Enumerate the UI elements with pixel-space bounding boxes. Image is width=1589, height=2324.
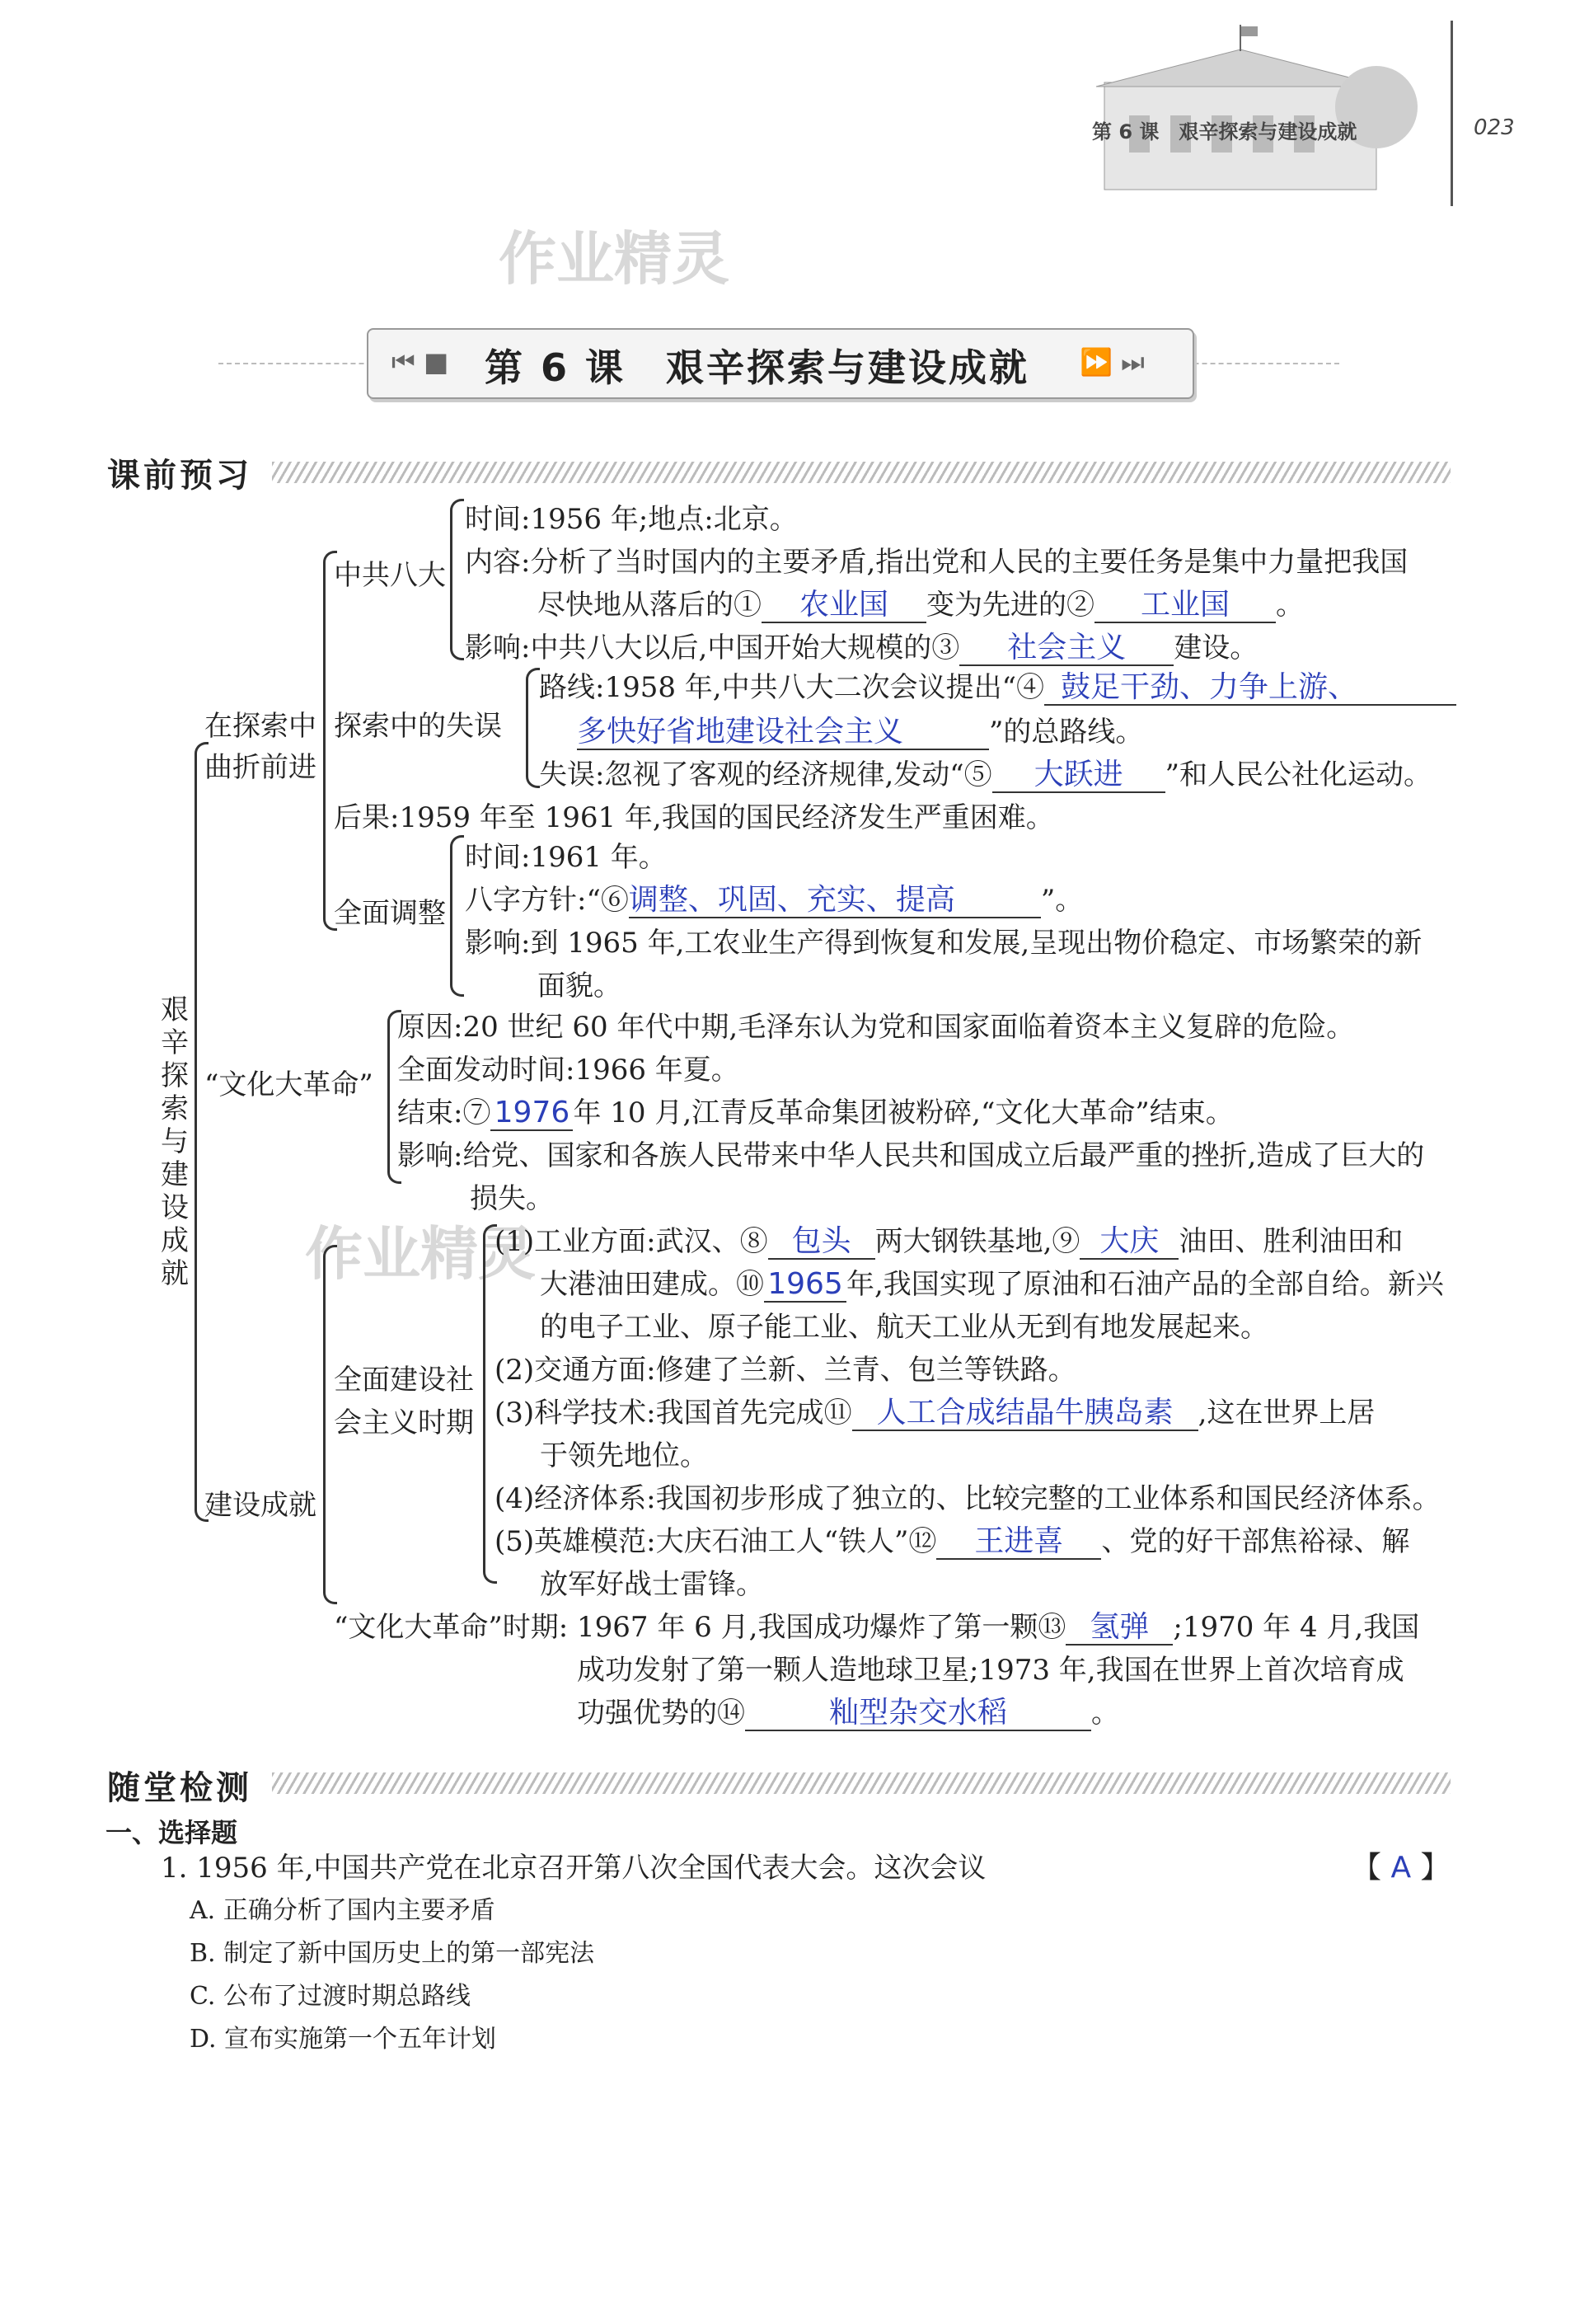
choice-section-label: 一、选择题 xyxy=(105,1817,238,1848)
cr-impact-2: 损失。 xyxy=(470,1182,554,1215)
branch-ccp8: 中共八大 xyxy=(334,559,446,592)
adjust-time: 时间:1961 年。 xyxy=(465,841,667,874)
check-section-title: 随堂检测 xyxy=(107,1769,252,1807)
preview-hatch xyxy=(272,462,1451,483)
industry-line-3: 的电子工业、原子能工业、航天工业从无到有地发展起来。 xyxy=(540,1311,1268,1344)
root-label: 艰辛探索与建设成就 xyxy=(161,993,189,1290)
ccp8-content-2: 尽快地从落后的① 农业国 变为先进的② 工业国 。 xyxy=(537,588,1304,622)
branch-b1: 在探索中曲折前进 xyxy=(204,710,316,784)
answer-4b[interactable]: 多快好省地建设社会主义 xyxy=(577,716,989,750)
header-building-image xyxy=(1088,25,1418,198)
branch-adjust: 全面调整 xyxy=(334,897,446,930)
ccp8-time: 时间:1956 年;地点:北京。 xyxy=(465,503,798,536)
traffic-line: (2)交通方面:修建了兰新、兰青、包兰等铁路。 xyxy=(495,1354,1076,1387)
answer-9[interactable]: 大庆 xyxy=(1080,1225,1179,1260)
route-line: 路线:1958 年,中共八大二次会议提出“④ 鼓足干劲、力争上游、 xyxy=(539,666,1456,709)
answer-5[interactable]: 大跃进 xyxy=(992,758,1165,793)
cr-start: 全面发动时间:1966 年夏。 xyxy=(397,1054,739,1087)
question-1: 1. 1956 年,中国共产党在北京召开第八次全国代表大会。这次会议 xyxy=(161,1852,987,1885)
answer-13[interactable]: 氢弹 xyxy=(1066,1611,1173,1646)
option-b[interactable]: B. 制定了新中国历史上的第一部宪法 xyxy=(190,1939,595,1968)
cr-period-line-2: 成功发射了第一颗人造地球卫星;1973 年,我国在世界上首次培育成 xyxy=(577,1654,1404,1687)
question-1-answer: A xyxy=(1390,1851,1412,1885)
result-line: 后果:1959 年至 1961 年,我国的国民经济发生严重困难。 xyxy=(334,801,1054,834)
branch-b3: 建设成就 xyxy=(204,1489,316,1522)
option-c[interactable]: C. 公布了过渡时期总路线 xyxy=(190,1982,471,2011)
answer-4a[interactable]: 鼓足干劲、力争上游、 xyxy=(1044,671,1456,706)
hero-line: (5)英雄模范:大庆石油工人“铁人”⑫ 王进喜 、党的好干部焦裕禄、解 xyxy=(495,1524,1410,1558)
header-lesson-tag: 第 6 课 艰辛探索与建设成就 xyxy=(1092,120,1357,143)
industry-line-2: 大港油田建成。⑩ 1965 年,我国实现了原油和石油产品的全部自给。新兴 xyxy=(540,1267,1444,1301)
banner-right-icon: ⏩ ⏭ xyxy=(1080,346,1145,378)
answer-1[interactable]: 农业国 xyxy=(762,589,926,623)
ccp8-impact: 影响:中共八大以后,中国开始大规模的③ 社会主义 建设。 xyxy=(465,631,1259,664)
route-line-2: 多快好省地建设社会主义 ”的总路线。 xyxy=(577,715,1144,749)
science-line-2: 于领先地位。 xyxy=(540,1439,708,1472)
branch-cr: “文化大革命” xyxy=(204,1068,373,1101)
ccp8-content-1: 内容:分析了当时国内的主要矛盾,指出党和人民的主要任务是集中力量把我国 xyxy=(465,546,1409,579)
adjust-brace xyxy=(450,835,464,997)
cr-impact-1: 影响:给党、国家和各族人民带来中华人民共和国成立后最严重的挫折,造成了巨大的 xyxy=(397,1139,1425,1172)
hero-line-2: 放军好战士雷锋。 xyxy=(540,1568,764,1601)
mistakes-brace xyxy=(526,668,540,788)
adjust-policy: 八字方针:“⑥调整、巩固、充实、提高 ”。 xyxy=(465,883,1084,917)
adjust-impact-2: 面貌。 xyxy=(537,970,621,1002)
science-line: (3)科学技术:我国首先完成⑪ 人工合成结晶牛胰岛素 ,这在世界上居 xyxy=(495,1396,1376,1430)
answer-3[interactable]: 社会主义 xyxy=(959,631,1174,666)
preview-section-title: 课前预习 xyxy=(107,457,252,495)
answer-11[interactable]: 人工合成结晶牛胰岛素 xyxy=(852,1397,1198,1431)
answer-12[interactable]: 王进喜 xyxy=(936,1525,1101,1560)
cr-reason: 原因:20 世纪 60 年代中期,毛泽东认为党和国家面临着资本主义复辟的危险。 xyxy=(397,1011,1355,1044)
industry-line-1: (1)工业方面:武汉、⑧ 包头 两大钢铁基地,⑨ 大庆 油田、胜利油田和 xyxy=(495,1224,1404,1258)
cr-end: 结束:⑦ 1976 年 10 月,江青反革命集团被粉碎,“文化大革命”结束。 xyxy=(397,1096,1234,1129)
branch-full-period: 全面建设社会主义时期 xyxy=(334,1364,474,1439)
header-divider xyxy=(1451,21,1453,206)
check-hatch xyxy=(272,1772,1451,1794)
question-1-answer-bracket[interactable]: 【 A 】 xyxy=(1352,1851,1451,1885)
answer-14[interactable]: 籼型杂交水稻 xyxy=(745,1697,1091,1731)
mistake-line: 失误:忽视了客观的经济规律,发动“⑤ 大跃进 ”和人民公社化运动。 xyxy=(539,758,1432,791)
cr-period-line-3: 功强优势的⑭ 籼型杂交水稻 。 xyxy=(577,1696,1119,1730)
answer-7[interactable]: 1976 xyxy=(490,1096,573,1131)
root-brace xyxy=(195,742,209,1522)
answer-10[interactable]: 1965 xyxy=(764,1268,846,1303)
option-a[interactable]: A. 正确分析了国内主要矛盾 xyxy=(190,1896,495,1925)
economy-line: (4)经济体系:我国初步形成了独立的、比较完整的工业体系和国民经济体系。 xyxy=(495,1482,1441,1515)
watermark-middle: 作业精灵 xyxy=(305,1220,536,1288)
watermark-top: 作业精灵 xyxy=(499,225,729,293)
answer-2[interactable]: 工业国 xyxy=(1094,589,1276,623)
answer-6[interactable]: 调整、巩固、充实、提高 xyxy=(629,884,1041,918)
adjust-impact-1: 影响:到 1965 年,工农业生产得到恢复和发展,呈现出物价稳定、市场繁荣的新 xyxy=(465,927,1423,960)
page-number: 023 xyxy=(1474,115,1515,140)
cr-period-line-1: 1967 年 6 月,我国成功爆炸了第一颗⑬ 氢弹 ;1970 年 4 月,我国 xyxy=(577,1610,1420,1644)
answer-8[interactable]: 包头 xyxy=(768,1225,875,1260)
option-d[interactable]: D. 宣布实施第一个五年计划 xyxy=(190,2025,497,2054)
branch-cr-period: “文化大革命”时期: xyxy=(334,1611,569,1644)
lesson-title: 第 6 课 艰辛探索与建设成就 xyxy=(485,345,1030,390)
branch-mistakes: 探索中的失误 xyxy=(334,710,502,743)
ccp8-brace xyxy=(450,499,464,660)
banner-left-icon: ⏮ ■ xyxy=(391,346,449,378)
